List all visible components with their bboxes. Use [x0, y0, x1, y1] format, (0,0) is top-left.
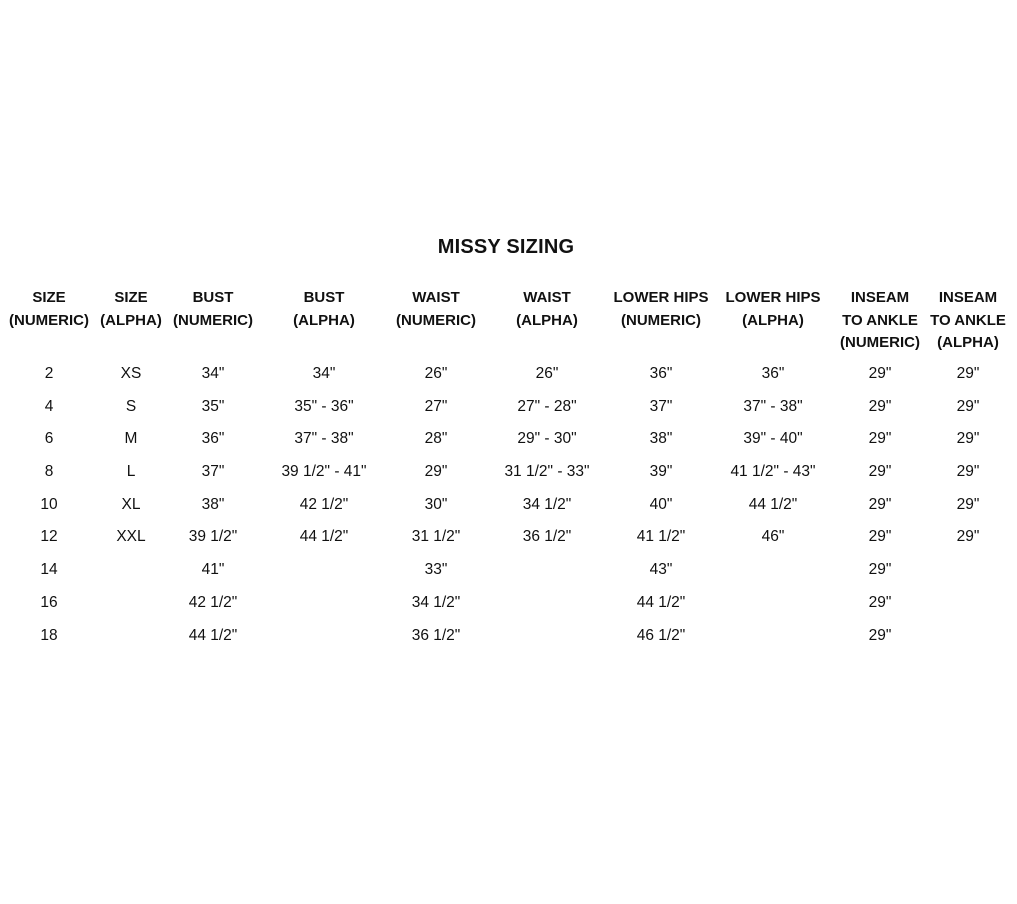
table-cell: 36"	[201, 430, 225, 448]
table-row	[0, 592, 1017, 625]
column-header-line: (ALPHA)	[937, 334, 999, 351]
table-cell: 44 1/2"	[636, 593, 686, 611]
table-cell: 29"	[868, 561, 892, 579]
table-row	[0, 363, 1017, 396]
table-cell: 36"	[761, 365, 785, 382]
table-cell: 37"	[649, 397, 673, 415]
table-cell: 44 1/2"	[299, 528, 349, 546]
table-cell: 12	[40, 528, 58, 546]
table-row	[0, 461, 1017, 494]
table-cell: 46"	[761, 528, 785, 546]
table-cell: 29"	[956, 365, 980, 382]
column-header-line: (NUMERIC)	[9, 311, 89, 329]
table-cell: 18	[40, 626, 58, 644]
table-cell: 26"	[424, 365, 448, 382]
column-header	[9, 287, 89, 332]
column-header-line: WAIST	[412, 289, 460, 306]
table-row	[0, 428, 1017, 461]
table-cell: 14	[40, 561, 58, 579]
table-cell: 37"	[201, 463, 225, 481]
table-cell: 34 1/2"	[522, 495, 572, 513]
table-cell: 33"	[424, 561, 448, 579]
table-cell: 34"	[201, 365, 225, 382]
table-cell: 39" - 40"	[743, 430, 803, 448]
table-cell: 8	[44, 463, 54, 481]
column-header	[396, 287, 476, 332]
column-header-line: SIZE	[32, 289, 66, 306]
table-cell: 26"	[535, 365, 559, 382]
table-row	[0, 526, 1017, 559]
table-cell: 29"	[868, 626, 892, 644]
table-row	[0, 396, 1017, 429]
table-cell: 43"	[649, 561, 673, 579]
table-cell: 36 1/2"	[522, 528, 572, 546]
column-header-line: (NUMERIC)	[173, 311, 253, 329]
column-header-line: INSEAM	[850, 289, 910, 306]
column-header	[930, 287, 1006, 355]
table-cell: 27"	[424, 397, 448, 415]
table-cell: 39 1/2"	[188, 528, 238, 546]
table-cell: 42 1/2"	[188, 593, 238, 611]
table-cell: 29"	[868, 365, 892, 382]
table-row	[0, 559, 1017, 592]
table-cell: L	[126, 463, 136, 481]
table-cell: 44 1/2"	[188, 626, 238, 644]
column-header-line: (NUMERIC)	[620, 311, 701, 329]
table-cell: 10	[40, 495, 58, 513]
table-cell: 36 1/2"	[411, 626, 461, 644]
table-cell: 39"	[649, 463, 673, 481]
table-cell: 38"	[201, 495, 225, 513]
table-cell: XXL	[116, 528, 146, 546]
table-cell: XS	[120, 365, 142, 382]
column-header-line: (ALPHA)	[742, 311, 804, 329]
table-cell: 44 1/2"	[748, 495, 798, 513]
column-header-line: (ALPHA)	[293, 311, 355, 329]
column-header-line: (NUMERIC)	[840, 334, 920, 351]
table-cell: 34 1/2"	[411, 593, 461, 611]
column-header-line: WAIST	[523, 289, 571, 306]
column-header-line: INSEAM	[938, 289, 998, 306]
table-cell: 35"	[201, 397, 225, 415]
column-header-line: BUST	[303, 289, 345, 306]
table-cell: 42 1/2"	[299, 495, 349, 513]
table-cell: 4	[44, 397, 54, 415]
table-cell: 29"	[868, 495, 892, 513]
table-cell: 29"	[956, 397, 980, 415]
table-cell: 29"	[868, 430, 892, 448]
column-header-line: BUST	[192, 289, 234, 306]
table-cell: M	[124, 430, 138, 448]
table-cell: 29"	[424, 463, 448, 481]
table-cell: 6	[44, 430, 54, 448]
column-header	[100, 287, 162, 332]
table-cell: 35" - 36"	[294, 397, 354, 415]
table-cell: 41 1/2" - 43"	[730, 463, 816, 481]
table-cell: 29"	[956, 463, 980, 481]
column-header-line: TO ANKLE	[930, 311, 1006, 329]
table-header	[0, 287, 1017, 357]
table-row	[0, 625, 1017, 658]
table-cell: 29"	[956, 528, 980, 546]
table-cell: 31 1/2"	[411, 528, 461, 546]
table-cell: 29"	[956, 430, 980, 448]
table-cell: 29"	[868, 593, 892, 611]
column-header-line: TO ANKLE	[842, 311, 918, 329]
column-header-line: (NUMERIC)	[396, 311, 476, 329]
table-cell: 30"	[424, 495, 448, 513]
table-cell: XL	[121, 495, 141, 513]
table-cell: 29"	[868, 528, 892, 546]
table-cell: 40"	[649, 495, 673, 513]
table-cell: 39 1/2" - 41"	[281, 463, 367, 481]
table-cell: 37" - 38"	[743, 397, 803, 415]
column-header	[293, 287, 355, 332]
table-cell: 29"	[956, 495, 980, 513]
page-title: MISSY SIZING	[437, 236, 575, 258]
table-cell: 29"	[868, 463, 892, 481]
table-cell: 28"	[424, 430, 448, 448]
column-header-line: LOWER HIPS	[613, 289, 709, 306]
column-header-line: (ALPHA)	[100, 311, 162, 329]
column-header	[516, 287, 578, 332]
column-header	[613, 287, 708, 332]
table-cell: 29"	[868, 397, 892, 415]
column-header-line: SIZE	[114, 289, 148, 306]
table-cell: 46 1/2"	[636, 626, 686, 644]
column-header	[725, 287, 820, 332]
table-cell: 41"	[201, 561, 225, 579]
table-cell: 36"	[649, 365, 673, 382]
table-cell: 34"	[312, 365, 336, 382]
table-cell: 31 1/2" - 33"	[504, 463, 590, 481]
table-body	[0, 363, 1017, 657]
table-cell: 38"	[649, 430, 673, 448]
table-cell: 37" - 38"	[294, 430, 354, 448]
table-row	[0, 494, 1017, 527]
column-header	[840, 287, 920, 355]
column-header-line: (ALPHA)	[516, 311, 578, 329]
table-cell: 27" - 28"	[517, 397, 577, 415]
table-cell: 29" - 30"	[517, 430, 577, 448]
table-cell: 16	[40, 593, 58, 611]
column-header	[173, 287, 253, 332]
table-cell: S	[125, 397, 137, 415]
table-cell: 41 1/2"	[636, 528, 686, 546]
column-header-line: LOWER HIPS	[725, 289, 821, 306]
table-cell: 2	[44, 365, 54, 382]
